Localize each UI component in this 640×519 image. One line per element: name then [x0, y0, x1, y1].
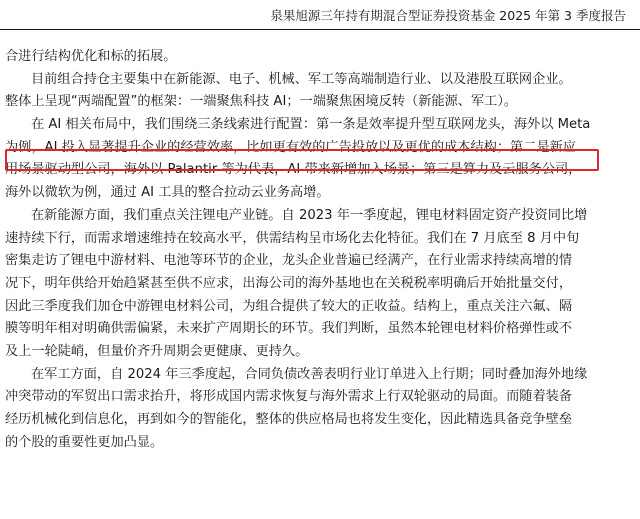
- paragraph-first-line: 目前组合持仓主要集中在新能源、电子、机械、军工等高端制造行业、以及港股互联网企业。: [31, 71, 572, 87]
- text-line: 经历机械化到信息化，再到如今的智能化，整体的供应格局也将发生变化，因此精选具备竞争壁垒: [5, 412, 573, 427]
- text-line: 合进行结构优化和标的拓展。: [5, 49, 177, 64]
- text-line: 膜等明年相对明确供需偏紧，未来扩产周期长的环节。我们判断，虽然本轮锂电材料价格弹性或不: [5, 321, 573, 337]
- report-body: [5, 46, 632, 454]
- highlighted-text-line: 整体上呈现“两端配置”的框架：一端聚焦科技 AI；一端聚焦困境反转（新能源、军工）。: [5, 94, 518, 110]
- paragraph-first-line: 在 AI 相关布局中，我们围绕三条线索进行配置：第一条是效率提升型互联网龙头，海外以 Meta: [31, 117, 591, 133]
- text-line: 速持续下行，而需求增速维持在较高水平，供需结构呈市场化去化特征。我们在 7 月底至 8 月中旬: [5, 230, 580, 246]
- text-line: 因此三季度我们加仓中游锂电材料公司，为组合提供了较大的正收益。结构上，重点关注六氟、隔: [5, 298, 573, 314]
- text-line: 况下，明年供给开始趋紧甚至供不应求，出海公司的海外基地也在关税税率明确后开始批量交付，: [5, 275, 573, 291]
- text-line: 为例，AI 投入显著提升企业的经营效率，比如更有效的广告投放以及更优的成本结构；第二是新应: [5, 139, 576, 155]
- page-header: [0, 0, 640, 28]
- text-line: 冲突带动的军贸出口需求抬升，将形成国内需求恢复与海外需求上行双轮驱动的局面。而随着装备: [5, 389, 573, 405]
- header-divider: [0, 29, 640, 30]
- paragraph-first-line: 在军工方面，自 2024 年三季度起，合同负债改善表明行业订单进入上行期；同时叠加海外地缘: [31, 366, 588, 382]
- text-line: 密集走访了锂电中游材料、电池等环节的企业，龙头企业普遍已经满产，在行业需求持续高增的情: [5, 253, 573, 269]
- paragraph-first-line: 在新能源方面，我们重点关注锂电产业链。自 2023 年一季度起，锂电材料固定资产投资同比增: [31, 207, 588, 223]
- text-line: 及上一轮陡峭，但量价齐升周期会更健康、更持久。: [5, 343, 309, 359]
- text-line: 的个股的重要性更加凸显。: [5, 434, 164, 450]
- text-line: 用场景驱动型公司，海外以 Palantir 等为代表，AI 带来新增加入场景；第三是算力及云服务公司，: [5, 162, 582, 178]
- report-title: 泉果旭源三年持有期混合型证券投资基金 2025 年第 3 季度报告: [270, 8, 626, 23]
- text-line: 海外以微软为例，通过 AI 工具的整合拉动云业务高增。: [5, 185, 330, 201]
